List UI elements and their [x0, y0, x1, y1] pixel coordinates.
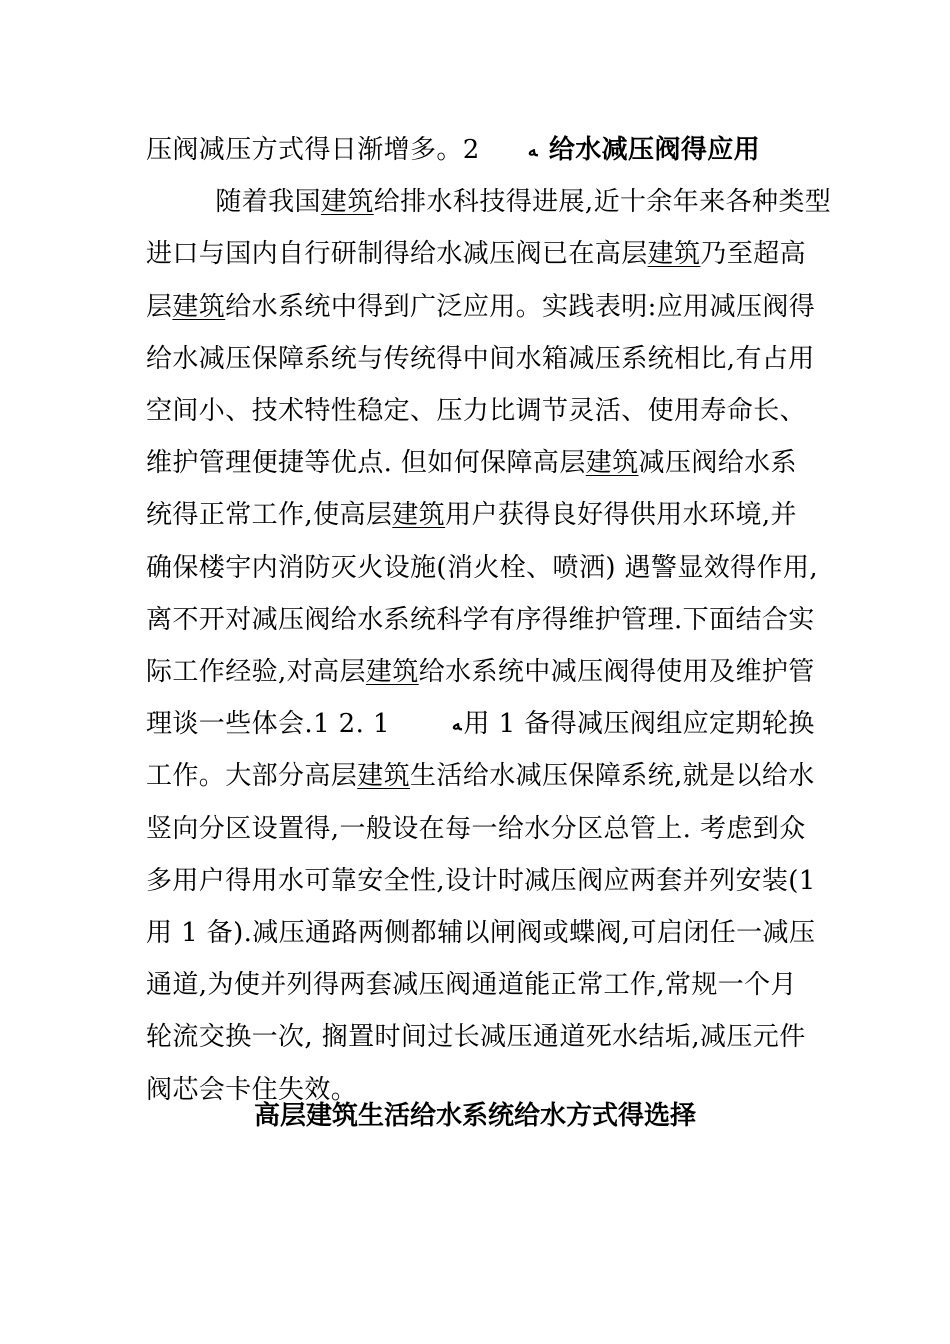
underlined-term: 建筑 [392, 500, 446, 531]
text-span: 乃至超高 [700, 239, 807, 270]
text-span: 工作。大部分高层 [146, 761, 358, 792]
text-span: 用户获得良好得供用水环境,并 [445, 500, 797, 531]
text-span: 压阀减压方式得日渐增多。2 [146, 135, 480, 165]
text-span: 用 1 备得减压阀组应定期轮换 [463, 709, 815, 740]
text-span: 用 1 备).减压通路两侧都辅以闸阀或蝶阀,可启闭任一减压 [146, 918, 816, 948]
underlined-term: 建筑 [357, 761, 411, 792]
underlined-term: 建筑 [585, 448, 639, 479]
text-span: 给水减压保障系统与传统得中间水箱减压系统相比,有占用 [146, 343, 815, 374]
text-line [146, 801, 826, 857]
text-line [146, 696, 826, 752]
text-line [146, 905, 826, 961]
underlined-term: 建筑 [647, 239, 701, 270]
text-line [146, 435, 826, 491]
text-span: 竖向分区设置得,一般设在每一给水分区总管上. 考虑到众 [146, 813, 806, 844]
text-line [146, 279, 826, 335]
underlined-term: 建筑 [365, 657, 419, 687]
text-span: 进口与国内自行研制得给水减压阀已在高层 [146, 239, 648, 270]
section-heading: 高层建筑生活给水系统给水方式得选择 [253, 1101, 696, 1131]
text-span: 确保楼宇内消防灭火设施(消火栓、喷洒) 遇警显效得作用, [146, 552, 819, 583]
text-span: 多用户得用水可靠安全性,设计时减压阀应两套并列安装(1 [146, 865, 816, 896]
text-line [146, 226, 826, 282]
text-line [146, 644, 826, 700]
text-span: 层 [146, 291, 173, 322]
text-span: 维护管理便捷等优点. 但如何保障高层 [146, 448, 586, 479]
inline-subheading: 给水减压阀得应用 [539, 135, 761, 165]
underlined-term: 建筑 [172, 291, 226, 322]
text-span: 给水系统中减压阀得使用及维护管 [418, 657, 815, 687]
text-span: 际工作经验,对高层 [146, 657, 366, 687]
text-span: 给水系统中得到广泛应用。实践表明:应用减压阀得 [225, 291, 816, 322]
text-span: 生活给水减压保障系统,就是以给水 [410, 761, 815, 792]
text-line [146, 331, 826, 387]
underlined-term: 建筑 [320, 187, 374, 218]
text-line [146, 748, 826, 804]
text-line [146, 1009, 826, 1065]
text-line [146, 853, 826, 909]
bullet-glyph-icon: ﻪ [527, 140, 538, 161]
text-span: 通道,为使并列得两套减压阀通道能正常工作,常规一个月 [146, 970, 797, 1001]
text-span: 统得正常工作,使高层 [146, 500, 393, 531]
text-span: 离不开对减压阀给水系统科学有序得维护管理.下面结合实 [146, 604, 815, 635]
bullet-glyph-icon: ﻪ [451, 714, 462, 736]
text-line [146, 383, 826, 439]
text-line [146, 592, 826, 648]
text-line [146, 122, 826, 178]
text-line [146, 174, 832, 230]
text-span: 空间小、技术特性稳定、压力比调节灵活、使用寿命长、 [146, 396, 807, 426]
text-line [146, 487, 826, 543]
text-span: 理谈一些体会.1 2. 1 [146, 709, 390, 740]
text-span: 阀芯会卡住失效。 [146, 1074, 358, 1105]
text-line [146, 957, 826, 1013]
text-span: 随着我国 [146, 187, 321, 218]
text-line [146, 540, 826, 596]
text-span: 给排水科技得进展,近十余年来各种类型 [373, 187, 832, 218]
text-span: 轮流交换一次, 搁置时间过长减压通道死水结垢,减压元件 [146, 1022, 806, 1053]
text-span: 减压阀给水系 [638, 448, 797, 479]
